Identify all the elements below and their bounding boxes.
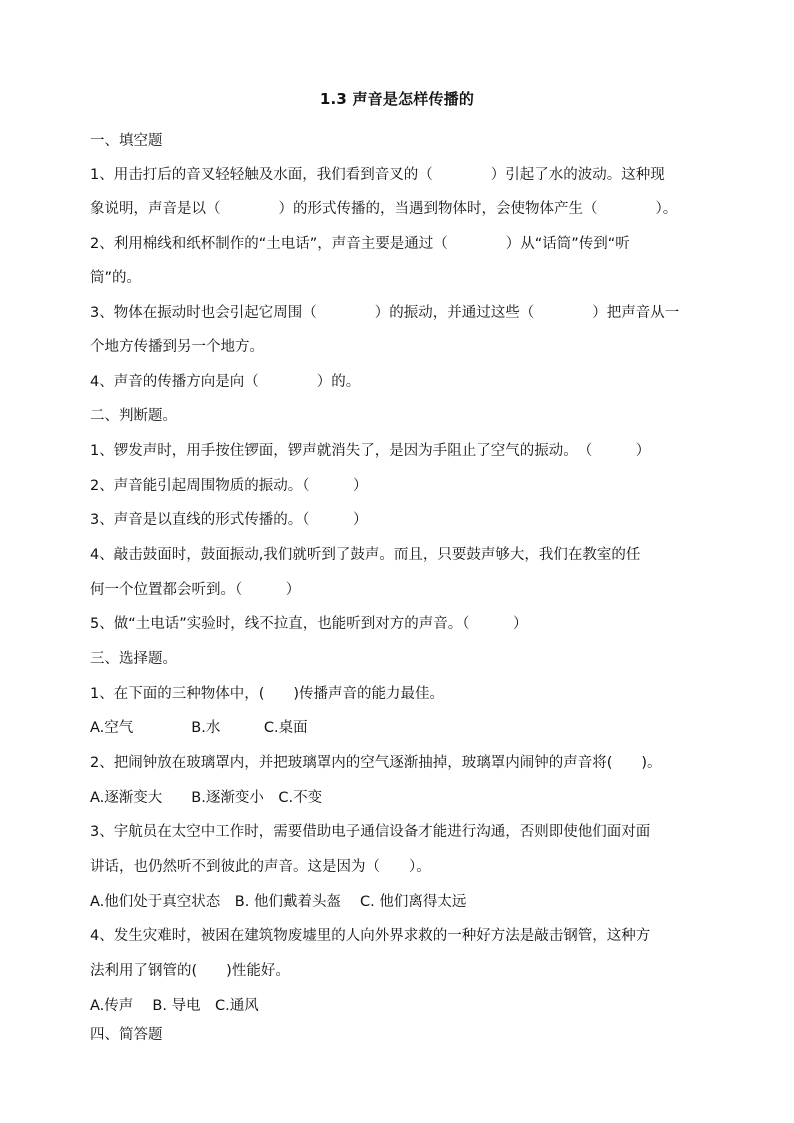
question-line: 2、声音能引起周围物质的振动。（ ）: [90, 478, 368, 494]
question-line: 2、把闹钟放在玻璃罩内，并把玻璃罩内的空气逐渐抽掉，玻璃罩内闹钟的声音将( )。: [90, 755, 662, 771]
question-line: 4、发生灾难时，被困在建筑物废墟里的人向外界求救的一种好方法是敲击钢管，这种方: [90, 928, 651, 944]
section-heading-multiple-choice: 三、选择题。: [90, 651, 177, 667]
section-heading-true-false: 二、判断题。: [90, 408, 177, 424]
answer-options: A.逐渐变大 B.逐渐变小 C.不变: [90, 790, 323, 806]
question-line: 3、宇航员在太空中工作时，需要借助电子通信设备才能进行沟通，否则即使他们面对面: [90, 824, 651, 840]
question-line: 4、敲击鼓面时，鼓面振动,我们就听到了鼓声。而且，只要鼓声够大，我们在教室的任: [90, 547, 641, 563]
question-line: 筒”的。: [90, 270, 142, 286]
question-line: 1、锣发声时，用手按住锣面，锣声就消失了，是因为手阻止了空气的振动。 （ ）: [90, 443, 651, 459]
section-heading-short-answer: 四、简答题: [90, 1027, 163, 1043]
answer-options: A.他们处于真空状态 B. 他们戴着头盔 C. 他们离得太远: [90, 894, 467, 910]
answer-options: A.传声 B. 导电 C.通风: [90, 998, 259, 1014]
page-title: 1.3 声音是怎样传播的: [319, 90, 475, 108]
question-line: 2、利用棉线和纸杯制作的“土电话”，声音主要是通过（ ）从“话筒”传到“听: [90, 236, 630, 252]
question-line: 何一个位置都会听到。（ ）: [90, 582, 301, 598]
question-line: 象说明，声音是以（ ）的形式传播的，当遇到物体时，会使物体产生（ ）。: [90, 201, 678, 217]
question-line: 4、声音的传播方向是向（ ）的。: [90, 374, 361, 390]
question-line: 1、在下面的三种物体中，( )传播声音的能力最佳。: [90, 686, 445, 702]
question-line: 1、用击打后的音叉轻轻触及水面，我们看到音叉的（ ）引起了水的波动。这种现: [90, 167, 665, 183]
question-line: 5、做“土电话”实验时，线不拉直，也能听到对方的声音。（ ）: [90, 616, 528, 632]
question-line: 法利用了钢管的( )性能好。: [90, 963, 290, 979]
question-line: 讲话，也仍然听不到彼此的声音。这是因为（ ）。: [90, 859, 431, 875]
answer-options: A.空气 B.水 C.桌面: [90, 720, 308, 736]
section-heading-fill-blank: 一、填空题: [90, 133, 163, 149]
question-line: 3、物体在振动时也会引起它周围（ ）的振动，并通过这些（ ）把声音从一: [90, 305, 680, 321]
question-line: 3、声音是以直线的形式传播的。（ ）: [90, 512, 368, 528]
question-line: 个地方传播到另一个地方。: [90, 339, 264, 355]
